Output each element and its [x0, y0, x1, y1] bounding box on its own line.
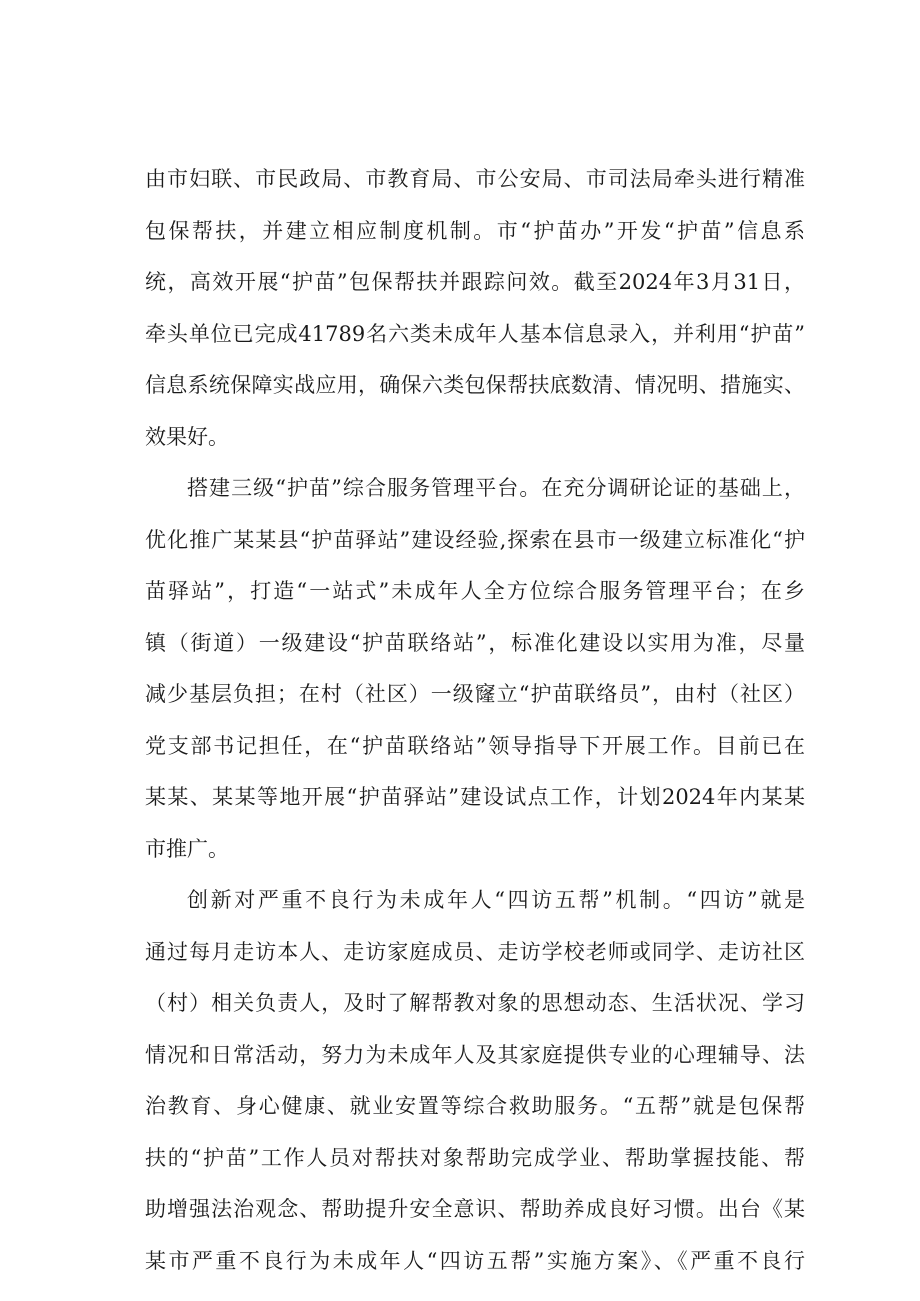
paragraph-3	[145, 875, 805, 1287]
text-line: 减少基层负担；在村（社区）一级窿立“护苗联络员”，由村（社区）	[145, 682, 805, 706]
text-line: 搭建三级“护苗”综合服务管理平台。在充分调研论证的基础上，	[187, 476, 805, 500]
text-line: 牵头单位已完成41789名六类未成年人基本信息录入，并利用“护苗”	[145, 321, 805, 346]
text-line: 党支部书记担任，在“护苗联络站”领导指导下开展工作。目前已在	[145, 733, 805, 758]
text-line: 统，高效开展“护苗”包保帮扶并跟踪问效。截至2024年3月31日，	[145, 270, 805, 294]
text-line: 某市严重不良行为未成年人“四访五帮”实施方案》、《严重不良行	[145, 1248, 805, 1273]
text-line: 市推广。	[145, 836, 229, 861]
paragraph-2	[145, 463, 805, 875]
text-line: 助增强法治观念、帮助提升安全意识、帮助养成良好习惯。出台《某	[145, 1197, 805, 1221]
text-line: 优化推广某某县“护苗驿站”建设经验,探索在县市一级建立标准化“护	[145, 527, 805, 552]
text-line: 镇（街道）一级建设“护苗联络站”，标准化建设以实用为准，尽量	[145, 630, 805, 655]
text-line: 包保帮扶，并建立相应制度机制。市“护苗办”开发“护苗”信息系	[145, 218, 805, 243]
text-line: 由市妇联、市民政局、市教育局、市公安局、市司法局牵头进行精准	[145, 167, 805, 191]
paragraph-1	[145, 154, 805, 463]
text-line: 扶的“护苗”工作人员对帮扶对象帮助完成学业、帮助掌握技能、帮	[145, 1145, 805, 1170]
text-line: 通过每月走访本人、走访家庭成员、走访学校老师或同学、走访社区	[145, 939, 805, 964]
document-body	[145, 154, 805, 1287]
text-line: 创新对严重不良行为未成年人“四访五帮”机制。“四访”就是	[187, 888, 805, 912]
text-line: （村）相关负责人，及时了解帮教对象的思想动态、生活状况、学习	[145, 991, 805, 1015]
text-line: 苗驿站”，打造“一站式”未成年人全方位综合服务管理平台；在乡	[145, 579, 805, 603]
text-line: 情况和日常活动，努力为未成年人及其家庭提供专业的心理辅导、法	[145, 1042, 805, 1067]
text-line: 信息系统保障实战应用，确保六类包保帮扶底数清、情况明、措施实、	[145, 373, 805, 397]
text-line: 治教育、身心健康、就业安置等综合救助服务。“五帮”就是包保帮	[145, 1094, 805, 1118]
text-line: 效果好。	[145, 424, 229, 449]
text-line: 某某、某某等地开展“护苗驿站”建设试点工作，计划2024年内某某	[145, 785, 805, 809]
